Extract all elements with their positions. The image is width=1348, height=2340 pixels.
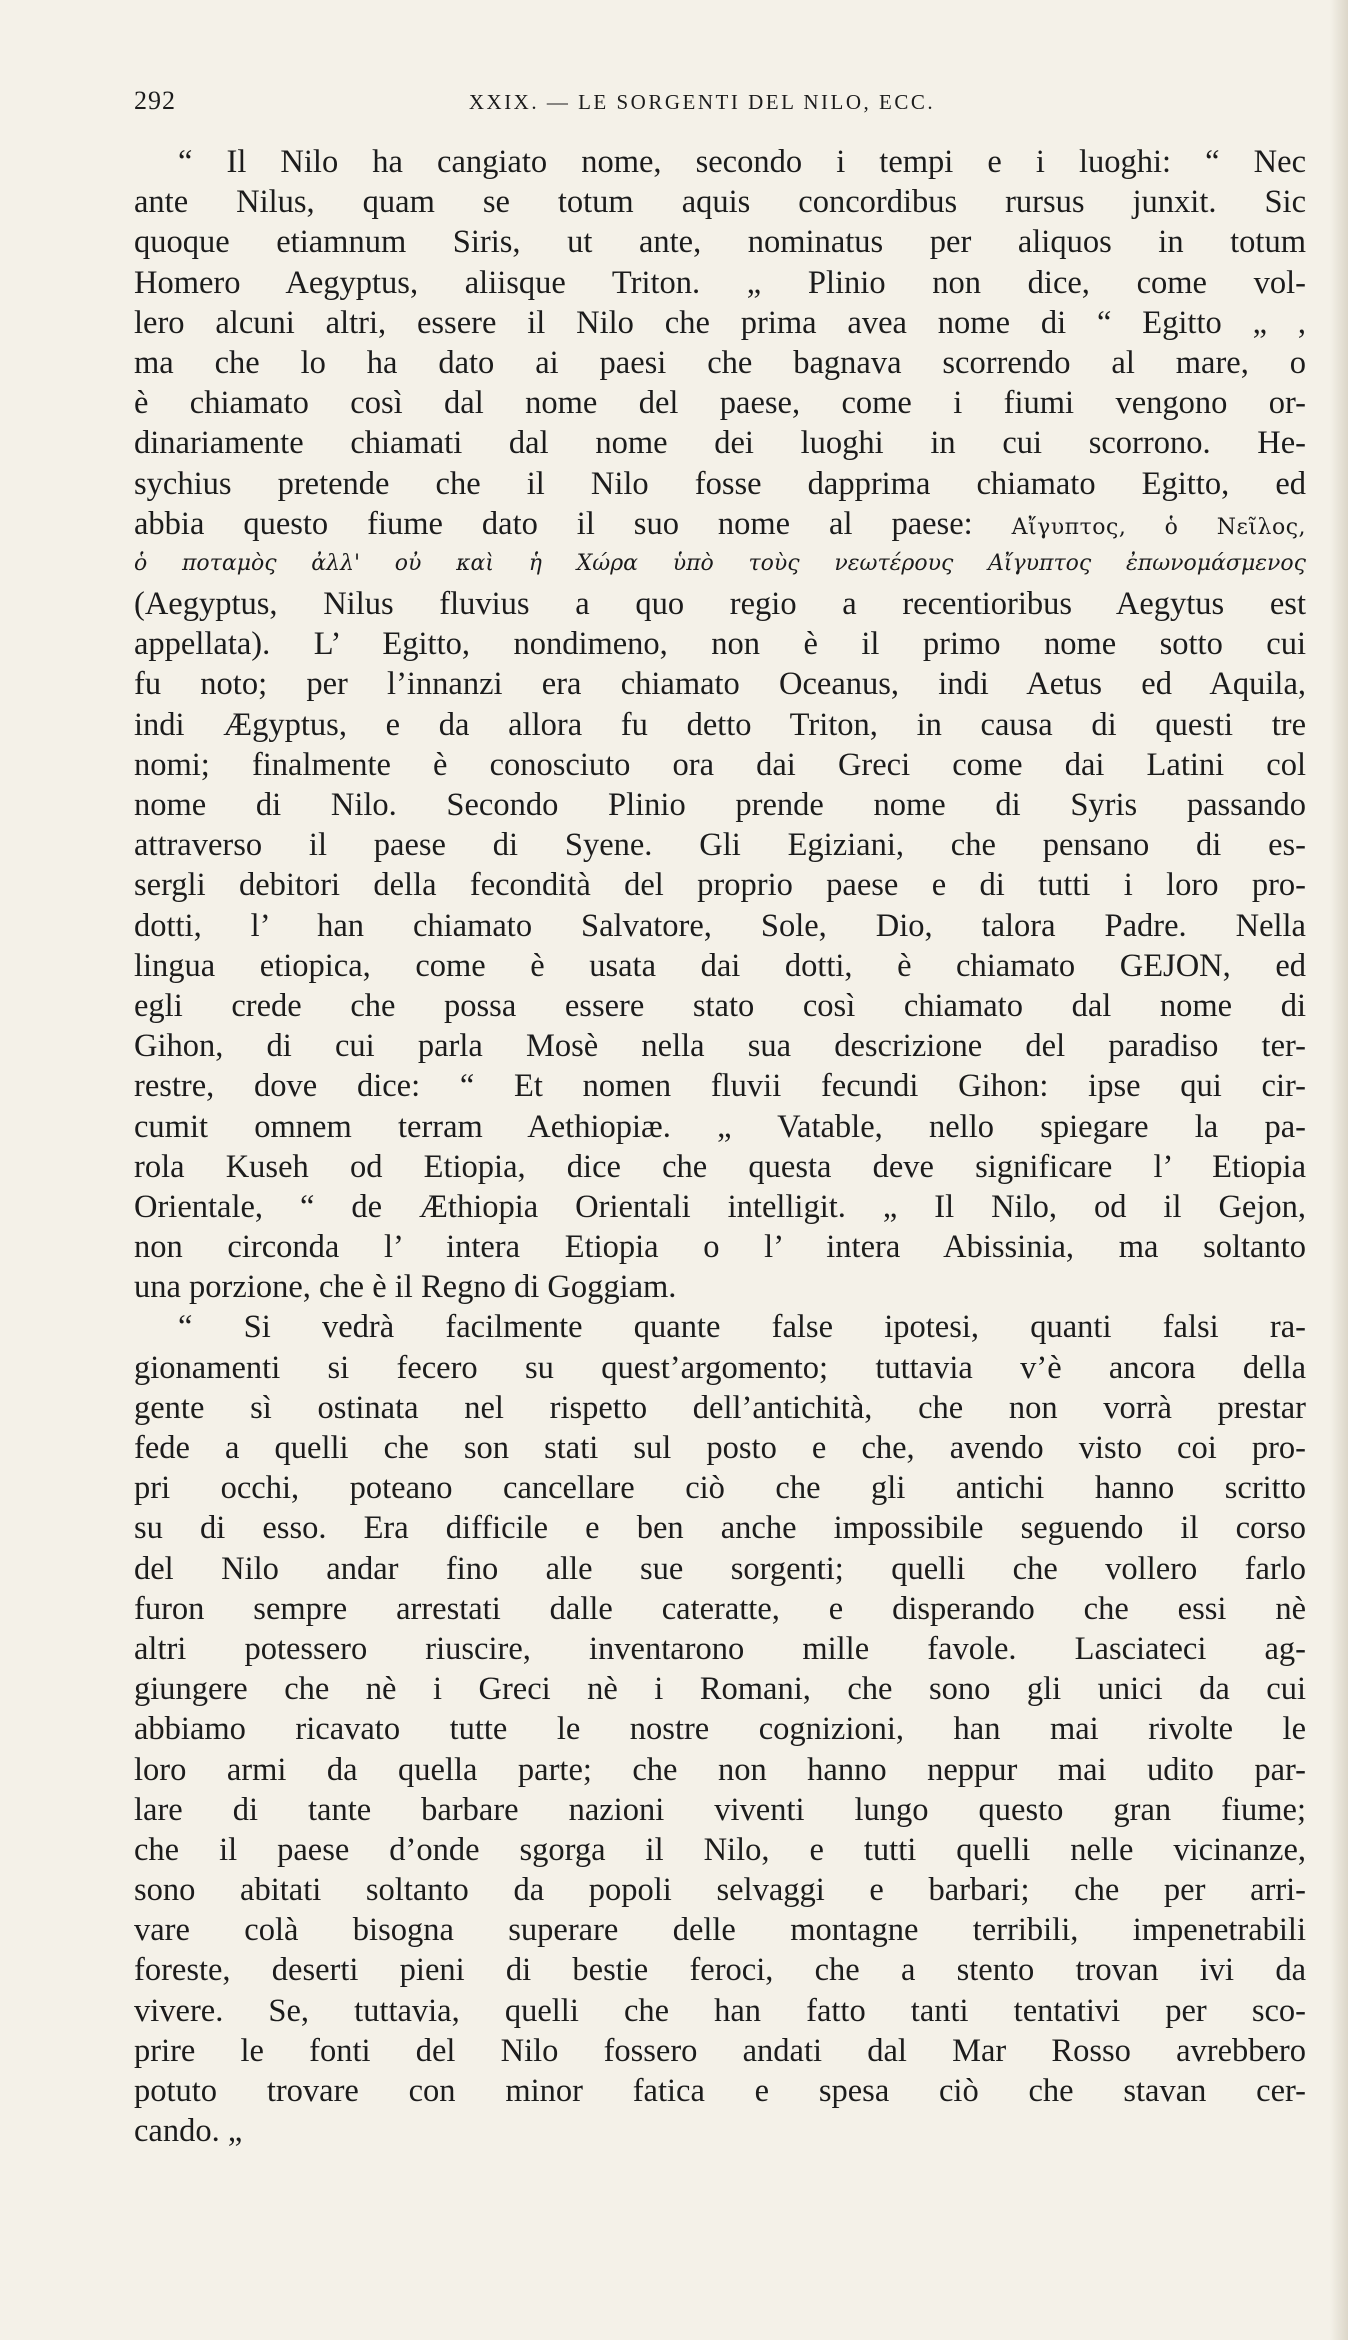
text-line: gente sì ostinata nel rispetto dell’antichità, che non vorrà prestar — [134, 1389, 1306, 1426]
greek-text-line: ὁ ποταμὸς ἀλλ' οὐ καὶ ἡ Χώρα ὑπὸ τοὺς νεωτέρους Αἴγυπτος ἐπωνομάσμενος — [134, 550, 1306, 576]
page-header — [134, 86, 1270, 126]
text-line: prire le fonti del Nilo fossero andati dal Mar Rosso avrebbero — [134, 2032, 1306, 2069]
text-line: ante Nilus, quam se totum aquis concordibus rursus junxit. Sic — [134, 184, 1306, 221]
body-text — [134, 142, 1306, 2151]
page-edge-shadow — [1330, 0, 1348, 2340]
text-line: “ Il Nilo ha cangiato nome, secondo i tempi e i luoghi: “ Nec — [178, 144, 1306, 180]
text-line: abbiamo ricavato tutte le nostre cognizioni, han mai rivolte le — [134, 1711, 1306, 1748]
text-line: sergli debitori della fecondità del proprio paese e di tutti i loro pro- — [134, 867, 1306, 904]
text-line: fede a quelli che son stati sul posto e che, avendo visto coi pro- — [134, 1430, 1306, 1466]
text-line: altri potessero riuscire, inventarono mille favole. Lasciateci ag- — [134, 1630, 1306, 1667]
text-line: fu noto; per l’innanzi era chiamato Oceanus, indi Aetus ed Aquila, — [134, 666, 1306, 703]
text-line: indi Ægyptus, e da allora fu detto Triton, in causa di questi tre — [134, 706, 1306, 743]
text-line: nomi; finalmente è conosciuto ora dai Greci come dai Latini col — [134, 746, 1306, 783]
text-line: quoque etiamnum Siris, ut ante, nominatus per aliquos in totum — [134, 224, 1306, 261]
text-line: sychius pretende che il Nilo fosse dapprima chiamato Egitto, ed — [134, 465, 1306, 502]
text-line: su di esso. Era difficile e ben anche impossibile seguendo il corso — [134, 1510, 1306, 1547]
page-number: 292 — [134, 86, 176, 115]
text-line: “ Si vedrà facilmente quante false ipotesi, quanti falsi ra- — [178, 1309, 1306, 1346]
text-line: (Aegyptus, Nilus fluvius a quo regio a recentioribus Aegytus est — [134, 586, 1306, 623]
text-line: foreste, deserti pieni di bestie feroci, che a stento trovan ivi da — [134, 1952, 1306, 1989]
text-line: potuto trovare con minor fatica e spesa ciò che stavan cer- — [134, 2073, 1306, 2109]
text-line: cando. „ — [134, 2113, 243, 2150]
text-line: dotti, l’ han chiamato Salvatore, Sole, Dio, talora Padre. Nella — [134, 907, 1306, 944]
running-title: XXIX. — LE SORGENTI DEL NILO, ECC. — [468, 90, 936, 114]
text-line: vare colà bisogna superare delle montagne terribili, impenetrabili — [134, 1912, 1306, 1949]
text-line: lero alcuni altri, essere il Nilo che prima avea nome di “ Egitto „ , — [134, 304, 1306, 341]
text-line: pri occhi, poteano cancellare ciò che gli antichi hanno scritto — [134, 1470, 1306, 1507]
text-line: sono abitati soltanto da popoli selvaggi e barbari; che per arri- — [134, 1872, 1306, 1909]
text-line: lare di tante barbare nazioni viventi lungo questo gran fiume; — [134, 1791, 1306, 1828]
text-line: loro armi da quella parte; che non hanno neppur mai udito par- — [134, 1751, 1306, 1788]
text-line-latin-part: abbia questo fiume dato il suo nome al paese: — [134, 505, 973, 542]
text-line: una porzione, che è il Regno di Goggiam. — [134, 1269, 677, 1306]
text-line: egli crede che possa essere stato così chiamato dal nome di — [134, 987, 1306, 1024]
text-line: Gihon, di cui parla Mosè nella sua descrizione del paradiso ter- — [134, 1028, 1306, 1065]
text-line: è chiamato così dal nome del paese, come i fiumi vengono or- — [134, 385, 1306, 422]
text-line: cumit omnem terram Aethiopiæ. „ Vatable, nello spiegare la pa- — [134, 1108, 1306, 1145]
text-line: appellata). L’ Egitto, nondimeno, non è il primo nome sotto cui — [134, 626, 1306, 663]
text-line-with-greek — [134, 504, 1306, 544]
text-line: rola Kuseh od Etiopia, dice che questa deve significare l’ Etiopia — [134, 1148, 1306, 1185]
greek-inline-text: Αἴγυπτος, ὁ Νεῖλος, — [1011, 514, 1307, 540]
text-line: gionamenti si fecero su quest’argomento; tuttavia v’è ancora della — [134, 1349, 1306, 1386]
text-line: vivere. Se, tuttavia, quelli che han fatto tanti tentativi per sco- — [134, 1992, 1306, 2029]
text-line: attraverso il paese di Syene. Gli Egiziani, che pensano di es- — [134, 827, 1306, 864]
text-line: dinariamente chiamati dal nome dei luoghi in cui scorrono. He- — [134, 425, 1306, 462]
text-line: furon sempre arrestati dalle cateratte, e disperando che essi nè — [134, 1590, 1306, 1627]
text-line: lingua etiopica, come è usata dai dotti, è chiamato GEJON, ed — [134, 947, 1306, 984]
text-line: giungere che nè i Greci nè i Romani, che sono gli unici da cui — [134, 1671, 1306, 1708]
text-line: Orientale, “ de Æthiopia Orientali intelligit. „ Il Nilo, od il Gejon, — [134, 1188, 1306, 1225]
text-line: ma che lo ha dato ai paesi che bagnava scorrendo al mare, o — [134, 344, 1306, 381]
text-line: restre, dove dice: “ Et nomen fluvii fecundi Gihon: ipse qui cir- — [134, 1068, 1306, 1105]
text-line: nome di Nilo. Secondo Plinio prende nome di Syris passando — [134, 787, 1306, 823]
text-line: del Nilo andar fino alle sue sorgenti; quelli che vollero farlo — [134, 1550, 1306, 1587]
text-line: Homero Aegyptus, aliisque Triton. „ Plinio non dice, come vol- — [134, 264, 1306, 301]
text-line: non circonda l’ intera Etiopia o l’ intera Abissinia, ma soltanto — [134, 1229, 1306, 1266]
text-line: che il paese d’onde sgorga il Nilo, e tutti quelli nelle vicinanze, — [134, 1831, 1306, 1868]
